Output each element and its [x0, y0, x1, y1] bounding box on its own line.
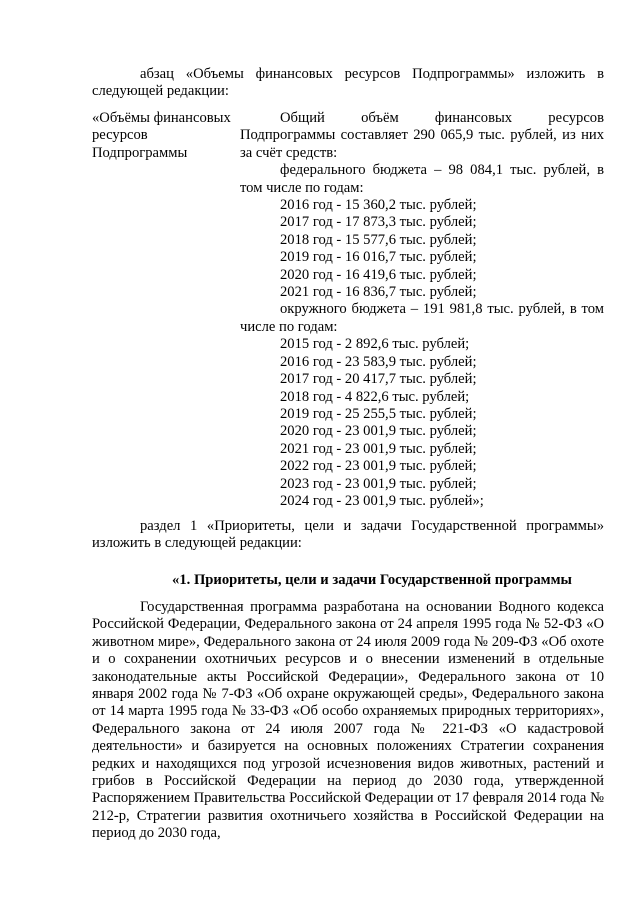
district-budget-text: окружного бюджета – 191 981,8 тыс. рублей, в том числе по годам:: [240, 301, 604, 335]
federal-year-item: 2019 год - 16 016,7 тыс. рублей;: [280, 249, 477, 266]
district-year-item: 2019 год - 25 255,5 тыс. рублей;: [280, 405, 477, 422]
district-year-item: 2017 год - 20 417,7 тыс. рублей;: [280, 371, 477, 388]
district-year-item: 2023 год - 23 001,9 тыс. рублей;: [280, 475, 477, 492]
federal-budget-text: федерального бюджета – 98 084,1 тыс. рублей, в том числе по годам:: [240, 162, 604, 196]
section-intro-paragraph: раздел 1 «Приоритеты, цели и задачи Государственной программы» изложить в следующей редакции:: [92, 518, 604, 552]
federal-year-item: 2021 год - 16 836,7 тыс. рублей;: [280, 284, 477, 301]
total-resources-text: Общий объём финансовых ресурсов Подпрограммы составляет 290 065,9 тыс. рублей, из них за счёт средств:: [240, 110, 604, 161]
district-year-item: 2024 год - 23 001,9 тыс. рублей»;: [280, 492, 484, 509]
body-paragraph: Государственная программа разработана на основании Водного кодекса Российской Федерации, Федерального закона от 24 апреля 1995 года № 52-ФЗ «О животном мире», Федерального закона от 24 июля 2009 года № 209-ФЗ «Об охоте и о сохранении охотничьих ресурсов и о внесении изменений в отдельные законодательные акты Российской Федерации», Федерального закона от 10 января 2002 года № 7-ФЗ «Об охране окружающей среды», Федерального закона от 14 марта 1995 года № 33-ФЗ «Об особо охраняемых природных территориях», Федерального закона от 24 июля 2007 года № 221-ФЗ «О кадастровой деятельности» и базируется на основных положениях Стратегии сохранения редких и находящихся под угрозой исчезновения видов животных, растений и грибов в Российской Федерации на период до 2030 года, утвержденной Распоряжением Правительства Российской Федерации от 17 февраля 2014 года № 212-р, Стратегии развития охотничьего хозяйства в Российской Федерации на период до 2030 года,: [92, 599, 604, 842]
district-year-item: 2022 год - 23 001,9 тыс. рублей;: [280, 458, 477, 475]
resources-content: [240, 110, 604, 510]
resources-label: «Объёмы финансовых ресурсов Подпрограммы: [92, 110, 231, 161]
federal-year-item: 2020 год - 16 419,6 тыс. рублей;: [280, 266, 477, 283]
intro-paragraph: абзац «Объемы финансовых ресурсов Подпрограммы» изложить в следующей редакции:: [92, 66, 604, 100]
section-heading: «1. Приоритеты, цели и задачи Государственной программы: [172, 572, 572, 588]
district-year-item: 2020 год - 23 001,9 тыс. рублей;: [280, 423, 477, 440]
district-year-item: 2016 год - 23 583,9 тыс. рублей;: [280, 353, 477, 370]
district-year-item: 2018 год - 4 822,6 тыс. рублей;: [280, 388, 470, 405]
district-year-item: 2021 год - 23 001,9 тыс. рублей;: [280, 440, 477, 457]
federal-year-item: 2017 год - 17 873,3 тыс. рублей;: [280, 214, 477, 231]
federal-year-item: 2016 год - 15 360,2 тыс. рублей;: [280, 197, 477, 214]
district-year-item: 2015 год - 2 892,6 тыс. рублей;: [280, 336, 470, 353]
federal-year-item: 2018 год - 15 577,6 тыс. рублей;: [280, 231, 477, 248]
